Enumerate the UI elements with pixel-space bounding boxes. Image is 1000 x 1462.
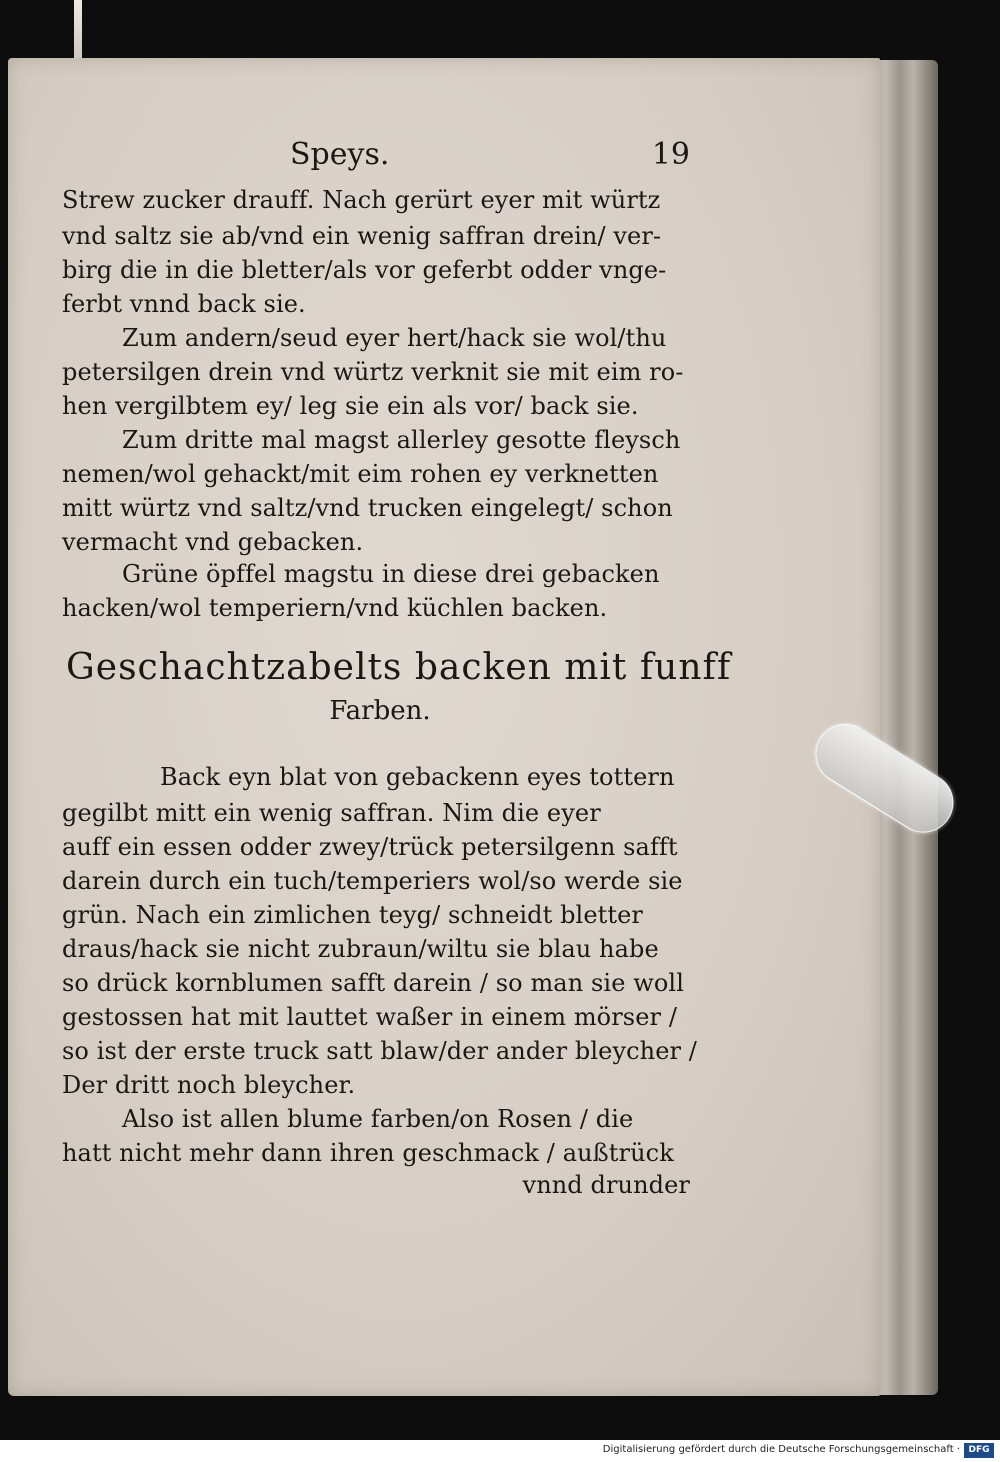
text-line: draus/hack sie nicht zubraun/wiltu sie blau habe xyxy=(62,935,659,963)
text-line: Also ist allen blume farben/on Rosen / die xyxy=(122,1105,634,1133)
running-header xyxy=(290,137,690,179)
text-line: hacken/wol temperiern/vnd küchlen backen. xyxy=(62,594,608,622)
text-line: mitt würtz vnd saltz/vnd trucken eingelegt/ schon xyxy=(62,494,673,522)
text-line: vermacht vnd gebacken. xyxy=(62,528,364,556)
text-line: darein durch ein tuch/temperiers wol/so werde sie xyxy=(62,867,683,895)
section-heading-continued: Farben. xyxy=(329,696,431,726)
text-line: gestossen hat mit lauttet waßer in einem mörser / xyxy=(62,1003,678,1031)
header-title: Speys. xyxy=(290,137,390,172)
text-line: grün. Nach ein zimlichen teyg/ schneidt bletter xyxy=(62,901,644,929)
page-number: 19 xyxy=(651,137,690,172)
text-line: Strew zucker drauff. Nach gerürt eyer mit würtz xyxy=(62,186,661,214)
dfg-logo: DFG xyxy=(964,1443,994,1458)
text-line: nemen/wol gehackt/mit eim rohen ey verknetten xyxy=(62,460,659,488)
footer-bar xyxy=(0,1440,1000,1462)
text-line: hatt nicht mehr dann ihren geschmack / außtrück xyxy=(62,1139,674,1167)
text-line: Zum andern/seud eyer hert/hack sie wol/thu xyxy=(122,324,667,352)
binding-thread xyxy=(74,0,82,60)
text-line: so drück kornblumen safft darein / so man sie woll xyxy=(62,969,684,997)
funding-credit: Digitalisierung gefördert durch die Deutsche Forschungsgemeinschaft · xyxy=(602,1444,960,1455)
text-line: gegilbt mitt ein wenig saffran. Nim die eyer xyxy=(62,799,601,827)
text-line: so ist der erste truck satt blaw/der ander bleycher / xyxy=(62,1037,697,1065)
text-line: Back eyn blat von gebackenn eyes tottern xyxy=(160,763,675,791)
text-line: auff ein essen odder zwey/trück petersilgenn safft xyxy=(62,833,678,861)
text-line: Zum dritte mal magst allerley gesotte fleysch xyxy=(122,426,681,454)
text-line: ferbt vnnd back sie. xyxy=(62,290,306,318)
catchword: vnnd drunder xyxy=(522,1171,690,1199)
text-line: hen vergilbtem ey/ leg sie ein als vor/ back sie. xyxy=(62,392,639,420)
text-line: vnd saltz sie ab/vnd ein wenig saffran drein/ ver- xyxy=(62,222,662,250)
text-line: Der dritt noch bleycher. xyxy=(62,1071,356,1099)
text-line: birg die in die bletter/als vor geferbt odder vnge- xyxy=(62,256,667,284)
text-line: petersilgen drein vnd würtz verknit sie mit eim ro- xyxy=(62,358,684,386)
text-line: Grüne öpffel magstu in diese drei gebacken xyxy=(122,560,660,588)
section-heading: Geschachtzabelts backen mit funff xyxy=(66,647,732,688)
